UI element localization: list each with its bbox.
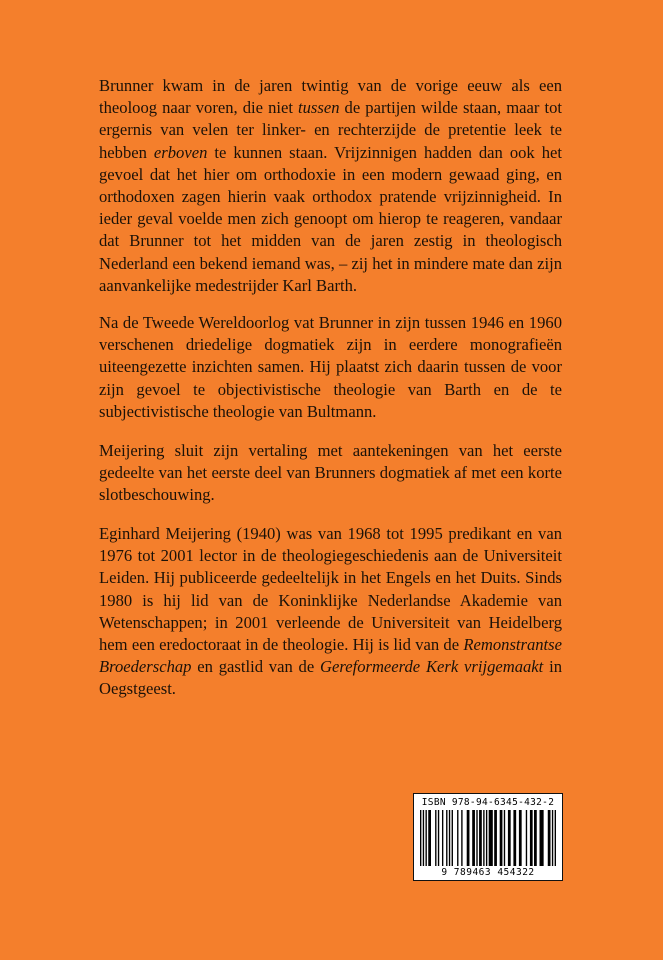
barcode-bar: [540, 810, 544, 866]
barcode-bar: [423, 810, 424, 866]
paragraph-text: [99, 440, 562, 507]
barcode-bar: [483, 810, 484, 866]
barcode-bar: [530, 810, 533, 866]
text-run: te kunnen staan. Vrijzinnigen hadden dan ook het gevoel dat het hier om orthodoxie in een modern gewaad ging, en orthodoxen zagen hierin vaak orthodox pratende vrijzinnigheid. In ieder geval voelde men zich genoopt om hierop te reageren, vandaar dat Brunner tot het midden van de jaren zestig in theologisch Nederland een bekend iemand was, – zij het in mindere mate dan zijn aanvankelijke medestrijder Karl Barth.: [99, 142, 562, 295]
barcode-bar: [425, 810, 426, 866]
paragraph-author-bio: [99, 523, 562, 701]
barcode-bar: [534, 810, 537, 866]
barcode-bar: [420, 810, 421, 866]
text-run: Meijering sluit zijn vertaling met aantekeningen van het eerste gedeelte van het eerste deel van Brunners dogmatiek af met een korte slotbeschouwing.: [99, 441, 562, 505]
barcode-bar: [438, 810, 439, 866]
barcode-bar: [452, 810, 453, 866]
text-run-italic: erboven: [153, 142, 208, 162]
barcode-bar: [548, 810, 551, 866]
paragraph-text: [99, 75, 562, 297]
text-run-italic: Remonstrantse Broederschap: [99, 635, 562, 677]
text-run-italic: Gereformeerde Kerk vrijgemaakt: [320, 657, 544, 677]
barcode-bar: [435, 810, 436, 866]
barcode-digits: 9 789463 454322: [441, 867, 535, 878]
barcode-bar: [461, 810, 462, 866]
isbn-barcode: [413, 793, 563, 881]
barcode-bar: [449, 810, 450, 866]
paragraph-text: [99, 523, 562, 701]
text-run: en gastlid van de: [191, 657, 321, 677]
barcode-bar: [508, 810, 511, 866]
text-run: Eginhard Meijering (1940) was van 1968 tot 1995 predikant en van 1976 tot 2001 lector in de theologiegeschiedenis aan de Universiteit Leiden. Hij publiceerde gedeeltelijk in het Engels en het Duits. Sinds 1980 is hij lid van de Koninklijke Nederlandse Akademie van Wetenschappen; in 2001 verleende de Universiteit van Heidelberg hem een eredoctoraat in de theologie. Hij is lid van de: [99, 524, 562, 655]
barcode-bar: [486, 810, 487, 866]
barcode-bar: [500, 810, 503, 866]
barcode-bars: [420, 810, 556, 866]
text-run: in Oegstgeest.: [99, 657, 563, 699]
barcode-bar: [446, 810, 447, 866]
paragraph-translation: [99, 440, 562, 507]
paragraph-intro: [99, 75, 562, 297]
barcode-bar: [489, 810, 493, 866]
text-run-italic: tussen: [298, 98, 340, 118]
barcode-bar: [479, 810, 482, 866]
paragraph-dogmatics: [99, 312, 562, 423]
barcode-bar: [476, 810, 477, 866]
barcode-bar: [472, 810, 475, 866]
barcode-bar: [457, 810, 458, 866]
paragraph-text: [99, 312, 562, 423]
barcode-bar: [519, 810, 522, 866]
barcode-bar: [526, 810, 527, 866]
isbn-label: ISBN 978-94-6345-432-2: [421, 797, 555, 808]
text-run: Brunner kwam in de jaren twintig van de vorige eeuw als een theoloog naar voren, die niet: [99, 76, 562, 118]
barcode-bar: [513, 810, 516, 866]
barcode-bar: [555, 810, 556, 866]
barcode-bar: [442, 810, 443, 866]
barcode-bar: [467, 810, 470, 866]
barcode-bar: [552, 810, 553, 866]
text-run: Na de Tweede Wereldoorlog vat Brunner in zijn tussen 1946 en 1960 verschenen driedelige dogmatiek zijn in eerdere monografieën uiteengezette inzichten samen. Hij plaatst zich daarin tussen de voor zijn gevoel te objectivistische theologie van Barth en de te subjectivistische theologie van Bultmann.: [99, 313, 562, 421]
barcode-bar: [494, 810, 497, 866]
barcode-bar: [504, 810, 505, 866]
barcode-bar: [428, 810, 431, 866]
text-run: de partijen wilde staan, maar tot ergernis van velen ter linker- en rechterzijde de pretentie leek te hebben: [99, 98, 562, 162]
